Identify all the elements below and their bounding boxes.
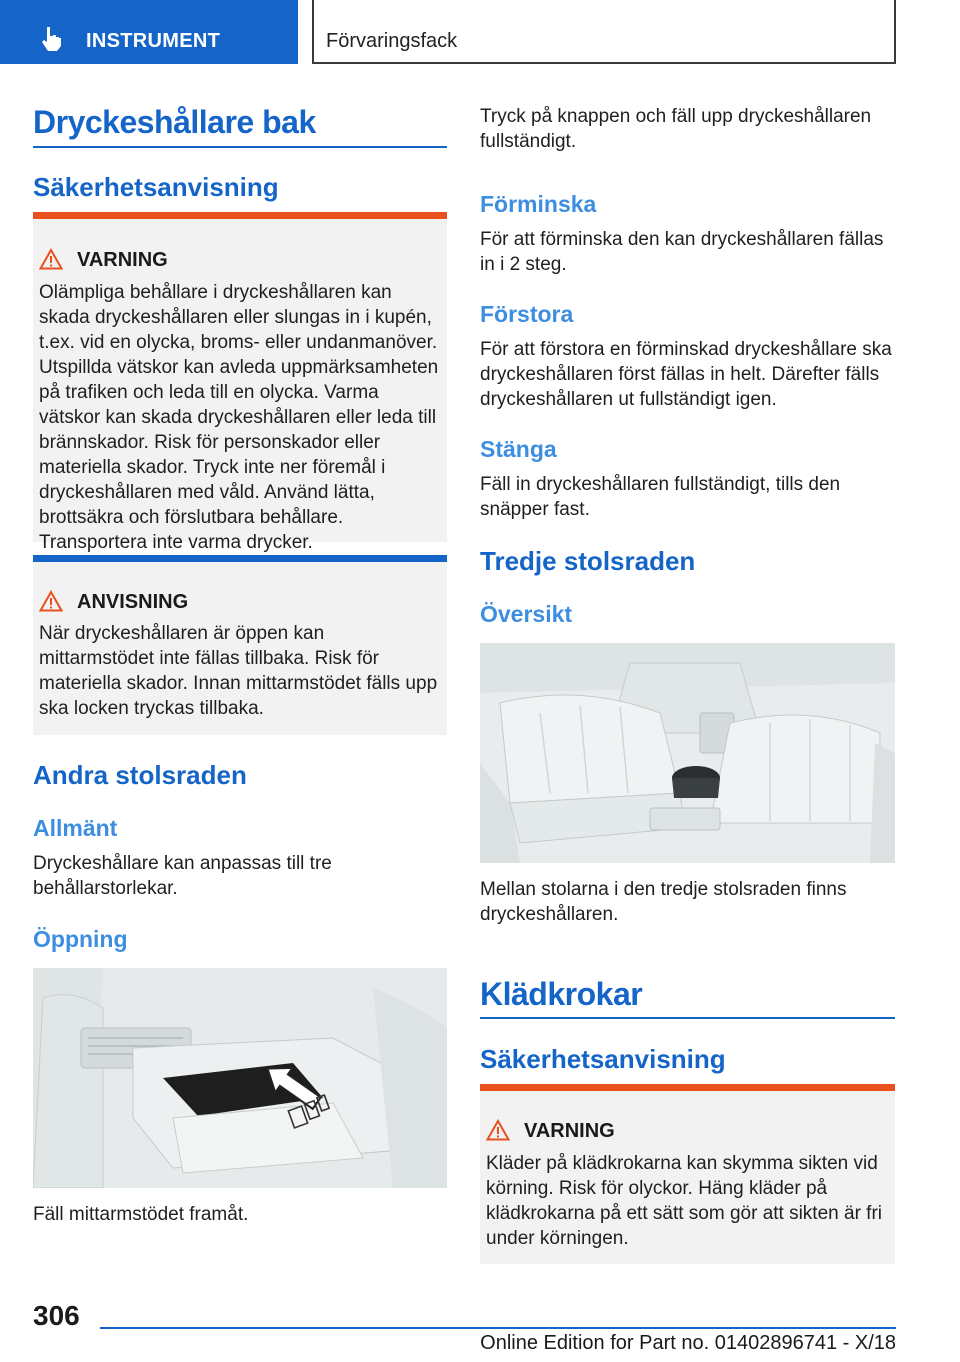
enlarge-heading: Förstora	[480, 301, 574, 327]
footer-rule	[100, 1327, 896, 1329]
section-tab[interactable]	[0, 0, 298, 64]
warning-triangle-icon	[39, 248, 63, 270]
general-heading: Allmänt	[33, 815, 118, 841]
armrest-image	[33, 968, 447, 1188]
note-box	[33, 555, 447, 735]
opening-heading: Öppning	[33, 926, 128, 952]
note-label: ANVISNING	[77, 591, 189, 613]
note-text: När dryckeshållaren är öppen kan mittarmstödet inte fällas tillbaka. Risk för materiella skador. Innan mittarmstödet fälls upp ska locken tryckas tillbaka.	[39, 623, 438, 719]
close-heading: Stänga	[480, 436, 557, 462]
intro-text: Tryck på knappen och fäll upp dryckeshållaren fullständigt.	[480, 106, 872, 152]
reduce-heading: Förminska	[480, 191, 597, 217]
hooks-safety-heading: Säkerhetsanvisning	[480, 1044, 726, 1074]
second-row-heading: Andra stolsraden	[33, 760, 247, 790]
chapter-title: Förvaringsfack	[326, 30, 458, 52]
warning-text: Olämpliga behållare i dryckeshållaren kan skada dryckeshållaren eller slungas in i kupén, t.ex. vid en olycka, broms- eller undanmanöver. Utspillda vätskor kan avleda uppmärksamheten på trafiken och leda till en olycka. Varma vätskor kan skada dryckeshållaren eller leda till brännskador. Risk för personskador eller materiella skador. Tryck inte ner föremål i dryckeshållaren med våld. Använd lätta, brottsäkra och förslutbara behållare. Transportera inte varma drycker.	[39, 282, 439, 553]
page-number: 306	[33, 1300, 80, 1331]
overview-heading: Översikt	[480, 601, 573, 627]
hooks-title: Klädkrokar	[480, 976, 643, 1012]
warning-box	[33, 212, 447, 553]
safety-heading: Säkerhetsanvisning	[33, 172, 279, 202]
third-row-image	[480, 643, 895, 863]
page-title: Dryckeshållare bak	[33, 104, 316, 140]
close-text: Fäll in dryckeshållaren fullständigt, tills den snäpper fast.	[480, 474, 841, 520]
reduce-text: För att förminska den kan dryckeshållaren fällas in i 2 steg.	[480, 229, 884, 275]
hooks-title-rule	[480, 1017, 895, 1019]
hooks-warning-triangle-icon	[486, 1119, 510, 1141]
general-text: Dryckeshållare kan anpassas till tre behållarstorlekar.	[33, 853, 332, 899]
note-triangle-icon	[39, 590, 63, 612]
hand-pointer-icon	[40, 26, 62, 52]
hooks-warning-text: Kläder på klädkrokarna kan skymma sikten vid körning. Risk för olyckor. Häng kläder på klädkrokarna på ett sätt som gör att sikten är fri under körningen.	[486, 1153, 883, 1249]
hooks-warning-box	[480, 1084, 895, 1264]
title-rule	[33, 146, 447, 148]
third-row-caption: Mellan stolarna i den tredje stolsraden finns dryckeshållaren.	[480, 879, 847, 925]
enlarge-text: För att förstora en förminskad dryckeshållare ska dryckeshållaren först fällas in helt. Därefter fälls dryckeshållaren ut fullständigt igen.	[480, 339, 892, 410]
third-row-heading: Tredje stolsraden	[480, 546, 696, 576]
armrest-caption: Fäll mittarmstödet framåt.	[33, 1204, 249, 1225]
hooks-warning-label: VARNING	[524, 1120, 615, 1142]
footer-edition: Online Edition for Part no. 01402896741 - X/18	[480, 1332, 896, 1354]
warning-label: VARNING	[77, 249, 168, 271]
third-row-illustration	[480, 643, 895, 863]
chapter-header	[312, 0, 896, 64]
armrest-illustration	[33, 968, 447, 1188]
section-tab-label: INSTRUMENT	[86, 30, 221, 52]
